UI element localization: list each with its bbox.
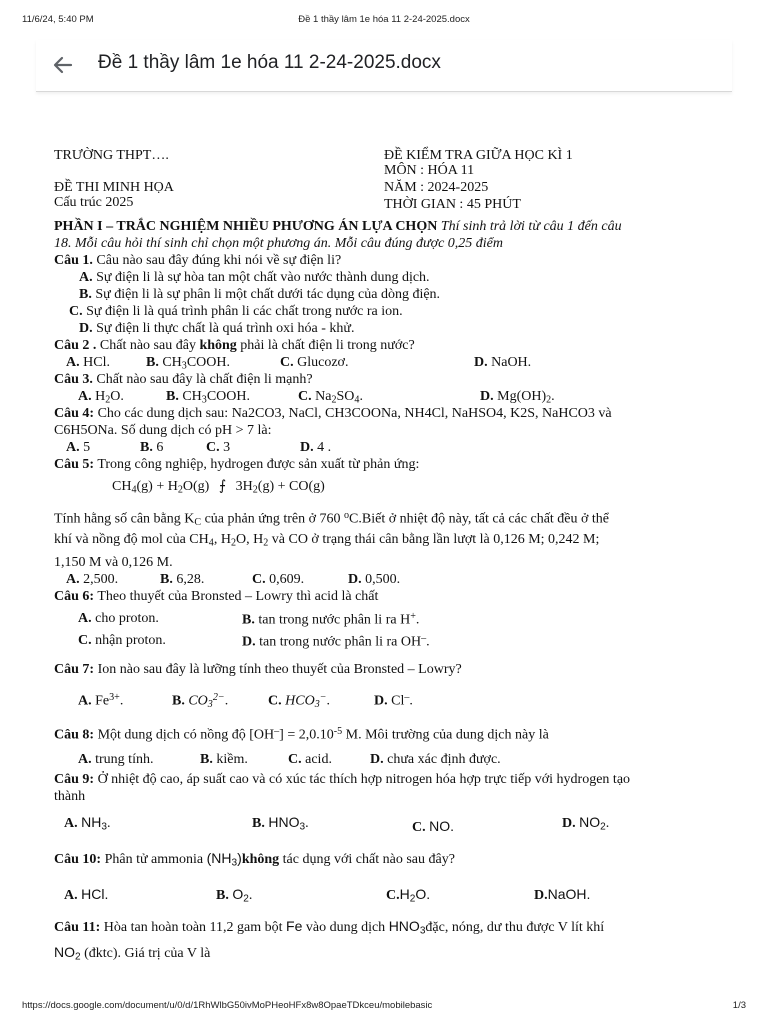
q2-option-c: C. Glucozơ.: [280, 355, 349, 370]
q9-b-t2: 3: [299, 821, 306, 833]
q1-option-b: B. Sự điện li là sự phân li một chất dưới tác dụng của dòng điện.: [79, 287, 441, 302]
part1-instruction: Thí sinh trả lời từ câu 1 đến câu: [440, 219, 622, 234]
q3-c-t4: 4: [354, 394, 360, 406]
q5-a-text: 2,500.: [83, 572, 119, 587]
q10-option-c: $C.H_2O$.: [386, 886, 431, 905]
q10-c-t3: O.: [415, 886, 431, 902]
q3-b-t2: 3: [201, 394, 207, 406]
q3-text: Chất nào sau đây là chất điện li mạnh?: [96, 372, 313, 387]
q3-option-c: C. $Na_2SO_4$.: [298, 389, 363, 406]
q7-option-c: C. $HCO_3^-$.: [268, 692, 331, 711]
q4-option-b: B. 6: [140, 440, 164, 455]
q9-a-t1: NH: [81, 814, 102, 830]
question-10: [54, 842, 728, 876]
q9-option-d: D. $NO_2$.: [562, 814, 610, 833]
q4-option-a: A. 5: [66, 440, 91, 455]
q8-d-text: chưa xác định được.: [387, 752, 501, 767]
q3-option-a: A. $H_2O$.: [78, 389, 124, 406]
q10-t5: không: [241, 852, 280, 867]
q7-option-a: A. $Fe^{3+}$.: [78, 692, 124, 709]
question-7: [54, 662, 728, 692]
q4-options: [54, 440, 728, 457]
q8-option-a: A. trung tính.: [78, 752, 154, 767]
q9-option-a: A. $NH_3$.: [64, 814, 111, 833]
q8-options: [54, 752, 728, 772]
q8-t3: ] = 2,0.10: [279, 727, 334, 743]
q3-c-t1: Na: [315, 389, 332, 404]
q4-b-text: 6: [156, 440, 164, 455]
q5-b-text: 6,28.: [176, 572, 205, 587]
q6-c-text: nhận proton.: [95, 633, 166, 648]
q3-c-t2: 2: [331, 394, 337, 406]
q4-text: Cho các dung dịch sau: Na2CO3, NaCl, CH3COONa, NH4Cl, NaHSO4, K2S, NaHCO3 và: [97, 406, 612, 421]
q4-c-text: 3: [223, 440, 231, 455]
q1-a-text: Sự điện li là sự hòa tan một chất vào nước thành dung dịch.: [96, 270, 430, 285]
q1-d-text: Sự điện li thực chất là quá trình oxi hóa - khử.: [96, 321, 355, 336]
print-header: [22, 14, 746, 28]
q10-c-t1: H: [399, 886, 410, 902]
exam-structure: Cấu trúc 2025: [54, 195, 134, 210]
q7-d-t2: –: [404, 692, 410, 703]
q7-a-t1: Fe: [95, 693, 110, 709]
q7-a-t3: .: [119, 693, 124, 709]
q2-c-text: Glucozơ.: [297, 355, 349, 370]
header-row-4: [54, 197, 728, 219]
q5-p2-t2: 4: [208, 537, 214, 549]
q10-a-text: HCl.: [81, 886, 109, 902]
q10-t4: ): [237, 850, 242, 866]
q7-option-d: D. Cl–.: [374, 692, 413, 709]
q9-text-cont: thành: [54, 789, 86, 804]
q10-label: Câu 10:: [54, 852, 102, 867]
q5-p2-t7: và CO ở trạng thái cân bằng lần lượt là 0,126 M; 0,242 M;: [271, 532, 600, 547]
q9-option-b: B. $HNO_3$.: [252, 814, 309, 833]
question-4: [54, 406, 728, 423]
q5-options: [54, 572, 728, 589]
question-8: [54, 726, 728, 752]
question-11: [54, 914, 728, 940]
q3-a-t3: O.: [110, 389, 124, 404]
q9-options: [54, 806, 728, 842]
question-2: [54, 338, 728, 355]
back-arrow-icon[interactable]: [50, 52, 76, 78]
q3-d-t2: 2: [546, 394, 552, 406]
exam-title: ĐỀ KIỂM TRA GIỮA HỌC KÌ 1: [384, 148, 573, 163]
q5-option-d: D. 0,500.: [348, 572, 401, 587]
q3-a-t2: 2: [105, 394, 111, 406]
q8-t4: -5: [333, 726, 343, 737]
q8-option-d: D. chưa xác định được.: [370, 752, 501, 767]
q6-d-t3: .: [426, 634, 430, 650]
q5-eq-t4: 2: [177, 484, 183, 496]
q11-t6: đặc, nóng, dư thu được V lít khí: [425, 920, 605, 935]
q8-c-text: acid.: [305, 752, 332, 767]
q7-b-t2: 3: [207, 699, 213, 711]
q7-b-t1: CO: [188, 693, 208, 709]
q3-c-t3: SO: [336, 389, 355, 404]
q5-text: Trong công nghiệp, hydrogen được sản xuất từ phản ứng:: [97, 457, 420, 472]
q7-b-t3: 2−: [212, 692, 225, 703]
header-row-2: [54, 163, 728, 180]
q11-text-cont: [54, 940, 728, 962]
q5-eq-t5: O(g): [182, 479, 210, 494]
q1-text: Câu nào sau đây đúng khi nói về sự điện li?: [96, 253, 342, 268]
q2-b-t2: 3: [181, 360, 187, 372]
q7-c-t2: 3: [314, 699, 320, 711]
q8-option-b: B. kiềm.: [200, 752, 248, 767]
q5-p1-t5: C.Biết ở nhiệt độ này, tất cả các chất đều ở thể: [349, 511, 610, 527]
q9-a-t2: 3: [101, 821, 107, 833]
q7-c-t1: HCO: [285, 693, 315, 709]
q9-d-t1: NO: [579, 814, 601, 830]
q7-b-t4: .: [224, 693, 229, 709]
question-9: [54, 772, 728, 789]
q7-option-b: B. $CO_3^{2-}$.: [172, 692, 229, 711]
q9-b-t1: HNO: [268, 814, 300, 830]
question-6: [54, 589, 728, 606]
document-title: Đề 1 thầy lâm 1e hóa 11 2-24-2025.docx: [98, 52, 441, 73]
q4-option-c: C. 3: [206, 440, 231, 455]
q11-t5: 3: [419, 925, 426, 937]
q2-b-t1: CH: [162, 355, 182, 370]
q5-eq-t6: 3H: [235, 479, 253, 494]
q3-b-t3: COOH.: [206, 389, 251, 404]
q6-a-text: cho proton.: [95, 611, 159, 626]
q9-c-text: NO.: [429, 818, 455, 834]
q7-d-t3: .: [409, 693, 413, 709]
q8-a-text: trung tính.: [95, 752, 154, 767]
print-footer: [22, 1000, 746, 1014]
q1-option-a: A. Sự điện li là sự hòa tan một chất vào nước thành dung dịch.: [79, 270, 430, 285]
q9-d-t3: .: [605, 816, 610, 831]
q5-p2-t1: khí và nồng độ mol của CH: [54, 532, 209, 547]
q2-a-text: HCl.: [83, 355, 110, 370]
q10-b-t3: .: [248, 888, 253, 903]
q2-option-d: D. NaOH.: [474, 355, 532, 370]
print-title: Đề 1 thầy lâm 1e hóa 11 2-24-2025.docx: [298, 14, 470, 25]
q3-d-t1: Mg(OH): [497, 389, 547, 404]
q2-label: Câu 2 .: [54, 338, 97, 353]
q7-text: Ion nào sau đây là lưỡng tính theo thuyết của Bronsted – Lowry?: [97, 662, 462, 677]
q3-b-t1: CH: [182, 389, 202, 404]
q9-option-c: C. NO.: [412, 818, 455, 835]
q3-option-d: D. $Mg(OH)_2$.: [480, 389, 555, 406]
q10-options: [54, 876, 728, 914]
q10-b-t1: O: [232, 886, 244, 902]
print-timestamp: 11/6/24, 5:40 PM: [22, 14, 94, 25]
q6-b-t3: .: [415, 612, 420, 628]
q10-t3: 3: [231, 857, 238, 869]
q11-t4: HNO: [388, 918, 420, 934]
q4-option-d: D. 4 .: [300, 440, 332, 455]
document-toolbar: [36, 40, 732, 92]
q7-label: Câu 7:: [54, 662, 95, 677]
q6-text: Theo thuyết của Bronsted – Lowry thì acid là chất: [97, 589, 379, 604]
q8-b-text: kiềm.: [216, 752, 248, 767]
print-page-number: 1/3: [732, 1000, 746, 1011]
q2-option-b: B. $CH_3COOH$.: [146, 355, 231, 372]
q11-t2: Fe: [286, 918, 303, 934]
q11-t1: Hòa tan hoàn toàn 11,2 gam bột: [103, 920, 283, 935]
question-5: [54, 457, 728, 474]
q6-option-a: A. cho proton.: [78, 611, 159, 626]
q5-eq-t1: CH: [112, 479, 132, 494]
q11-t7: NO: [54, 944, 75, 960]
q5-p2-t4: 2: [230, 537, 236, 549]
q6-options-cd: [54, 628, 728, 662]
part1-instruction-cont: 18. Mỗi câu hỏi thí sinh chỉ chọn một phương án. Mỗi câu đúng được 0,25 điểm: [54, 236, 503, 251]
document-page: [54, 148, 728, 962]
q3-label: Câu 3.: [54, 372, 93, 387]
q9-text: Ở nhiệt độ cao, áp suất cao và có xúc tác thích hợp nitrogen hóa hợp trực tiếp với hydrogen tạo: [97, 772, 631, 787]
q6-b-t2: +: [410, 611, 416, 622]
q5-p2-t5: O, H: [235, 532, 264, 547]
q3-options: [54, 389, 728, 406]
q5-paragraph-2: [54, 526, 728, 550]
q5-p1-t4: o: [344, 510, 350, 521]
question-1: [54, 253, 728, 270]
q2-option-a: A. HCl.: [66, 355, 110, 370]
q3-d-t3: .: [551, 389, 555, 404]
q5-p2-t3: , H: [213, 532, 231, 547]
exam-type: ĐỀ THI MINH HỌA: [54, 180, 174, 195]
q10-option-b: B. $O_2$.: [216, 886, 253, 905]
q2-d-text: NaOH.: [491, 355, 532, 370]
q7-c-t4: .: [326, 693, 331, 709]
q10-c-t2: 2: [409, 893, 416, 905]
q2-options: [54, 355, 728, 372]
q10-d-text: NaOH.: [547, 886, 591, 902]
q10-t2: (NH: [206, 850, 232, 866]
q11-t8: 2: [75, 951, 81, 963]
exam-subject: MÔN : HÓA 11: [384, 163, 475, 178]
q5-option-a: A. 2,500.: [66, 572, 119, 587]
q5-p1-t1: Tính hằng số cân bằng K: [54, 511, 195, 527]
q6-d-t2: –: [421, 633, 427, 644]
q5-eq-t8: (g) + CO(g): [257, 479, 325, 494]
q1-label: Câu 1.: [54, 253, 93, 268]
q9-d-t2: 2: [600, 821, 606, 833]
q5-equation: [54, 474, 728, 502]
equilibrium-arrow-icon: ⨍: [218, 479, 227, 494]
print-url: https://docs.google.com/document/u/0/d/1RhWlbG50ivMoPHeoHFx8w8OpaeTDkceu/mobilebasic: [22, 1000, 433, 1011]
q5-p2-t6: 2: [263, 537, 269, 549]
q8-t2: –: [274, 726, 280, 737]
q5-paragraph-3: 1,150 M và 0,126 M.: [54, 555, 173, 570]
q5-c-text: 0,609.: [269, 572, 305, 587]
school-name: TRƯỜNG THPT….: [54, 148, 169, 163]
q7-c-t3: −: [319, 692, 327, 703]
q2-text-bold: không: [199, 338, 237, 353]
q5-eq-t2: 4: [131, 484, 137, 496]
q10-option-d: D.NaOH.: [534, 886, 591, 903]
q6-option-b: B. tan trong nước phân li ra H+.: [242, 611, 420, 628]
q1-option-c: C. Sự điện li là quá trình phân li các chất trong nước ra ion.: [69, 304, 403, 319]
q6-d-t1: tan trong nước phân li ra OH: [259, 634, 422, 650]
q10-t1: Phân tử ammonia: [104, 852, 204, 867]
q3-c-t5: .: [359, 389, 363, 404]
q5-label: Câu 5:: [54, 457, 95, 472]
q6-label: Câu 6:: [54, 589, 95, 604]
q5-p1-t3: của phản ứng trên ở 760: [204, 511, 341, 527]
q2-text-a: Chất nào sau đây: [99, 338, 196, 353]
q1-c-text: Sự điện li là quá trình phân li các chất trong nước ra ion.: [86, 304, 403, 319]
question-3: [54, 372, 728, 389]
q11-t9: (đktc). Giá trị của V là: [84, 946, 211, 961]
exam-year: NĂM : 2024-2025: [384, 180, 489, 195]
q5-option-c: C. 0,609.: [252, 572, 305, 587]
q9-b-t3: .: [305, 816, 309, 831]
q3-a-t1: H: [95, 389, 106, 404]
q7-d-t1: Cl: [391, 693, 405, 709]
q1-option-d: D. Sự điện li thực chất là quá trình oxi hóa - khử.: [79, 321, 355, 336]
q4-a-text: 5: [83, 440, 91, 455]
q2-text-b: phải là chất điện li trong nước?: [240, 338, 415, 353]
q10-t6: tác dụng với chất nào sau đây?: [282, 852, 455, 867]
q6-b-t1: tan trong nước phân li ra H: [258, 612, 411, 628]
q6-option-d: D. tan trong nước phân li ra OH–.: [242, 633, 430, 650]
q10-option-a: A. HCl.: [64, 886, 109, 903]
q10-b-t2: 2: [243, 893, 249, 905]
q4-d-text: 4 .: [317, 440, 332, 455]
q3-option-b: B. $CH_3COOH$.: [166, 389, 251, 406]
q8-t5: M. Môi trường của dung dịch này là: [345, 727, 549, 743]
q11-label: Câu 11:: [54, 920, 101, 935]
q11-t3: vào dung dịch: [305, 920, 386, 935]
q5-p1-t2: C: [194, 517, 202, 529]
part1-heading: [54, 219, 728, 236]
part1-title: PHẦN I – TRẮC NGHIỆM NHIỀU PHƯƠNG ÁN LỰA CHỌN: [54, 219, 438, 234]
q9-a-t3: .: [106, 816, 111, 831]
q2-b-t3: COOH.: [186, 355, 231, 370]
q7-options: [54, 692, 728, 726]
q8-label: Câu 8:: [54, 727, 95, 743]
q4-text-cont: C6H5ONa. Số dung dịch có pH > 7 là:: [54, 423, 272, 438]
q6-option-c: C. nhận proton.: [78, 633, 166, 648]
q5-eq-t3: (g) + H: [136, 479, 178, 494]
q8-t1: Một dung dịch có nồng độ [OH: [97, 727, 275, 743]
header-row-3: [54, 180, 728, 197]
q6-options-ab: [54, 606, 728, 628]
q1-b-text: Sự điện li là sự phân li một chất dưới tác dụng của dòng điện.: [95, 287, 441, 302]
q5-option-b: B. 6,28.: [160, 572, 205, 587]
q4-label: Câu 4:: [54, 406, 95, 421]
q8-option-c: C. acid.: [288, 752, 332, 767]
q7-a-t2: 3+: [109, 692, 120, 703]
q9-label: Câu 9:: [54, 772, 95, 787]
exam-duration: THỜI GIAN : 45 PHÚT: [384, 197, 521, 212]
q5-paragraph-1: [54, 502, 728, 529]
q5-eq-t7: 2: [252, 484, 258, 496]
q5-d-text: 0,500.: [365, 572, 401, 587]
